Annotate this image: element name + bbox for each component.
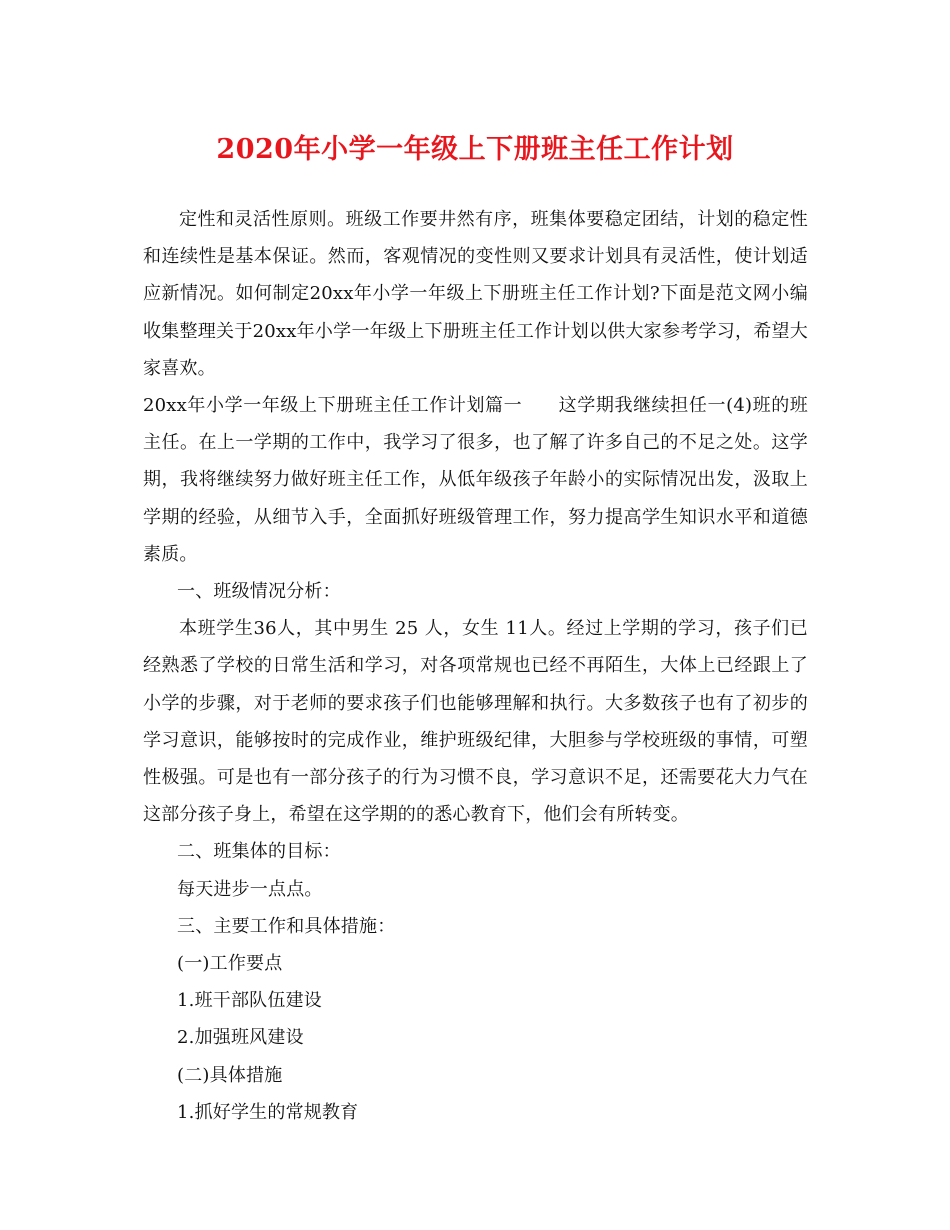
list-item: 1.抓好学生的常规教育 — [177, 1101, 359, 1123]
heading-class-analysis: 一、班级情况分析： — [177, 581, 341, 603]
document-body — [143, 201, 808, 1131]
list-item: 2.加强班风建设 — [177, 1027, 304, 1049]
heading-class-goal: 二、班集体的目标： — [177, 841, 341, 863]
document-title: 2020年小学一年级上下册班主任工作计划 — [216, 134, 734, 165]
heading-main-work: 三、主要工作和具体措施： — [177, 915, 396, 937]
section-body: 这学期我继续担任一(4)班的班主任。在上一学期的工作中，我学习了很多，也了解了许多自己的不足之处。这学期，我将继续努力做好班主任工作，从低年级孩子年龄小的实际情况出发，汲取上学期的经验，从细节入手，全面抓好班级管理工作，努力提高学生知识水平和道德素质。 — [143, 395, 808, 565]
section-heading: 20xx年小学一年级上下册班主任工作计划篇一 — [143, 395, 523, 417]
intro-paragraph: 定性和灵活性原则。班级工作要井然有序，班集体要稳定团结，计划的稳定性和连续性是基本保证。然而，客观情况的变性则又要求计划具有灵活性，使计划适应新情况。如何制定20xx年小学一年级上下册班主任工作计划?下面是范文网小编收集整理关于20xx年小学一年级上下册班主任工作计划以供大家参考学习，希望大家喜欢。 — [143, 209, 808, 379]
subheading-measures: (二)具体措施 — [177, 1064, 283, 1086]
subheading-work-points: (一)工作要点 — [177, 953, 283, 975]
list-item: 1.班干部队伍建设 — [177, 990, 322, 1012]
section-paragraph — [143, 387, 808, 573]
goal-text: 每天进步一点点。 — [177, 878, 323, 900]
analysis-paragraph: 本班学生36人，其中男生 25 人，女生 11人。经过上学期的学习，孩子们已经熟悉了学校的日常生活和学习，对各项常规也已经不再陌生，大体上已经跟上了小学的步骤，对于老师的要求孩子们也能够理解和执行。大多数孩子也有了初步的学习意识，能够按时的完成作业，维护班级纪律，大胆参与学校班级的事情，可塑性极强。可是也有一部分孩子的行为习惯不良，学习意识不足，还需要花大力气在这部分孩子身上，希望在这学期的的悉心教育下，他们会有所转变。 — [143, 618, 808, 826]
